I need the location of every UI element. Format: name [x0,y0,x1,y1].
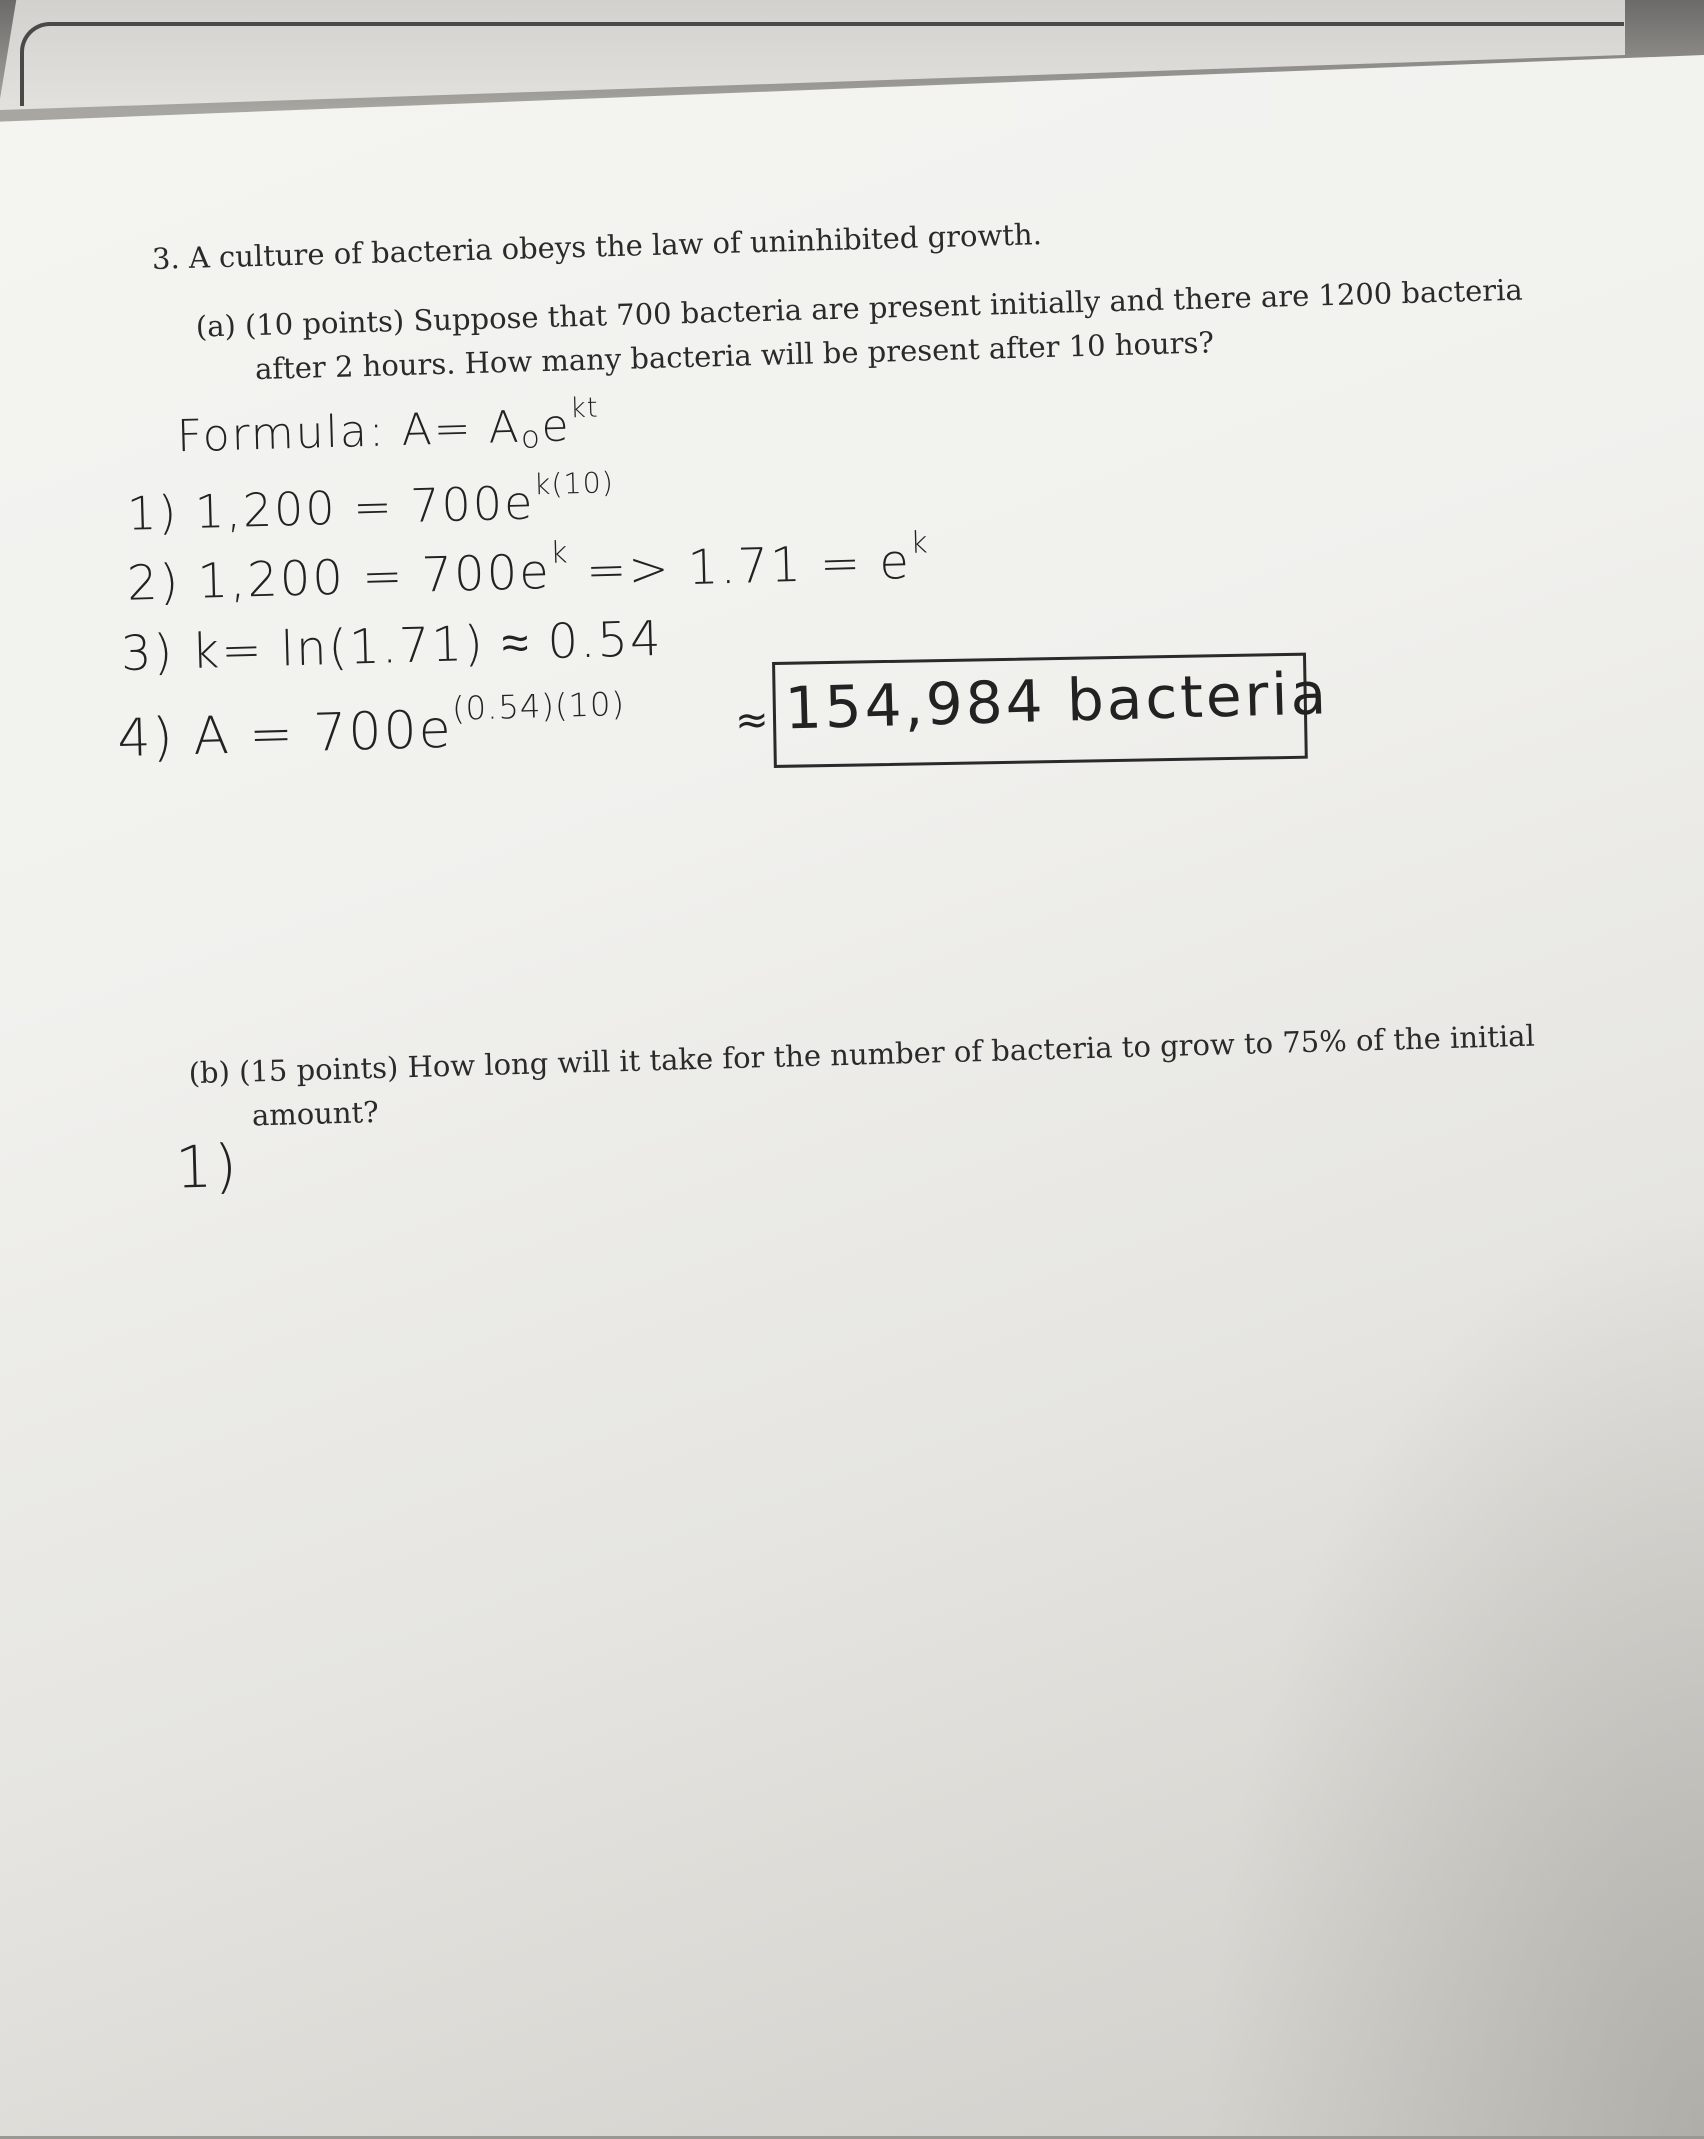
part-a-prompt [195,268,1524,393]
step2-rest: => 1.71 = e [568,533,912,600]
part-b-label: (b) [188,1055,231,1091]
handwritten-step-4 [116,684,627,770]
part-b-text-line1: (15 points) How long will it take for the number of bacteria to grow to 75% of the initial [238,1018,1536,1089]
step2-main: 2) 1,200 = 700e [126,543,552,612]
step4-main: 4) A = 700e [116,699,454,770]
question-title: A culture of bacteria obeys the law of uninhibited growth. [188,217,1043,275]
handwritten-step-3: 3) k= ln(1.71) ≈ 0.54 [120,610,664,682]
handwritten-step-2 [126,525,930,612]
part-b-prompt [188,1014,1536,1140]
handwritten-part-b-step-1: 1) [174,1131,240,1202]
handwritten-step-1 [126,465,615,541]
formula-subscript: o [520,419,543,456]
step4-exponent: (0.54)(10) [451,684,626,728]
step1-main: 1) 1,200 = 700e [126,475,536,541]
formula-label: Formula: [176,405,387,463]
formula-e: e [540,400,572,453]
formula-exponent: kt [569,392,599,425]
approx-symbol: ≈ [734,696,770,744]
step1-exponent: k(10) [533,465,615,502]
part-b-text-line2: amount? [251,1094,380,1133]
question-heading [151,217,1042,276]
part-a-text-line2: after 2 hours. How many bacteria will be present after 10 hours? [254,325,1215,387]
part-a-label: (a) [195,308,237,344]
step2-rest-exponent: k [909,525,930,561]
formula-main: A= A [400,401,522,457]
question-number: 3. [151,241,181,276]
final-answer: 154,984 bacteria [783,659,1330,743]
handwritten-formula [176,392,599,463]
step2-exponent: k [549,535,569,571]
part-a-text-line1: (10 points) Suppose that 700 bacteria are present initially and there are 1200 bacteria [244,272,1524,343]
